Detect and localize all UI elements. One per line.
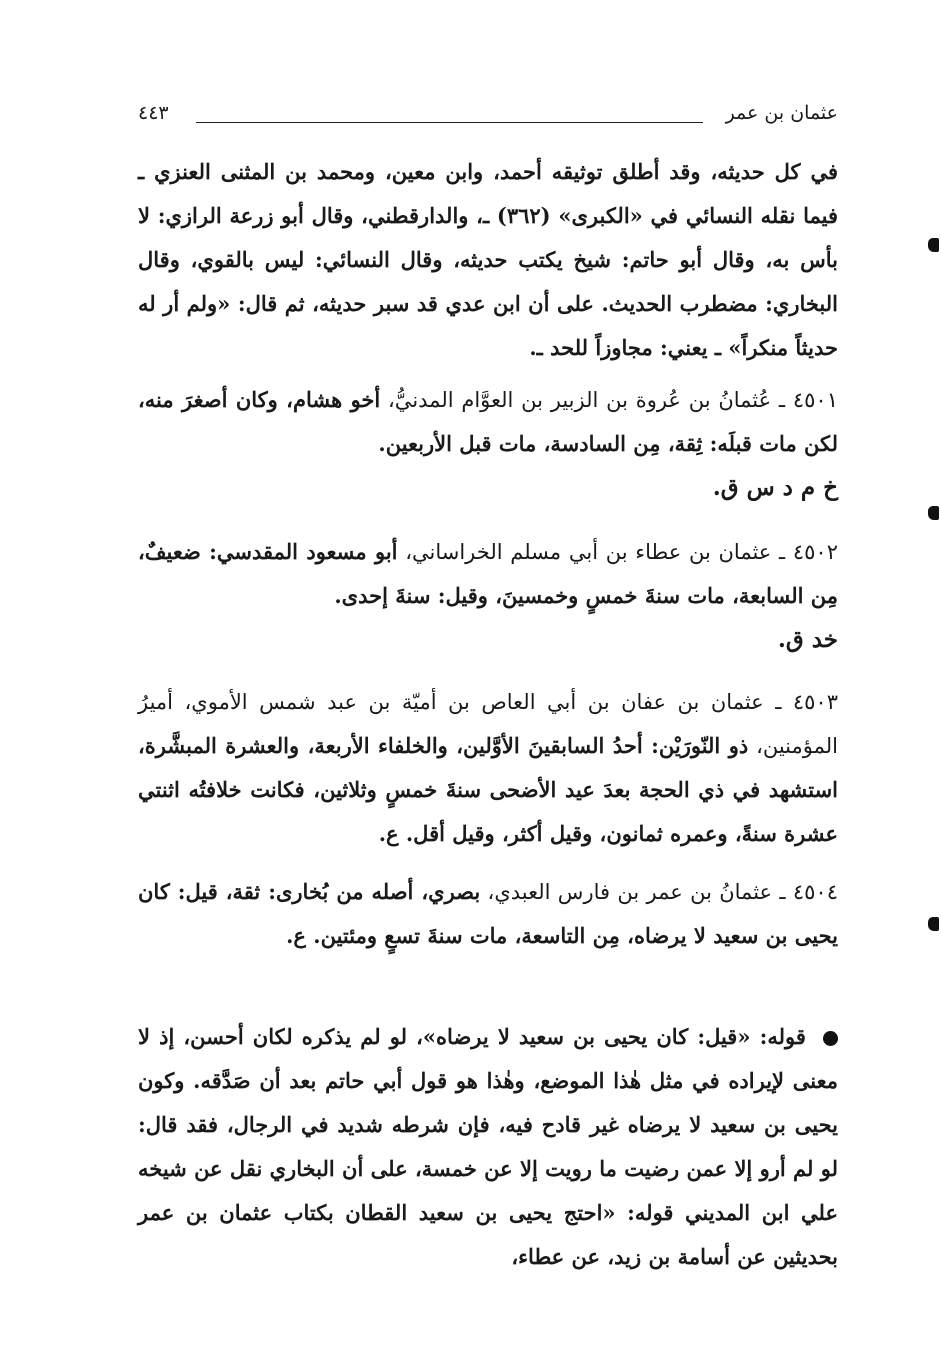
commentary-text: قوله: «قيل: كان يحيى بن سعيد لا يرضاه»، لو لم يذكره لكان أحسن، إذ لا معنى لإيراده في مثل هٰذا الموضع، وهٰذا هو قول أبي حاتم بعد أن صَدَّقه. وكون يحيى بن سعيد لا يرضاه غير قادح فيه، فإن شرطه شديد في الرجال، فقد قال: لو لم أرو إلا عمن رضيت ما رويت إلا عن خمسة، على أن البخاري نقل عن شيخه علي ابن المديني قوله: «احتج يحيى بن سعيد القطان بكتاب عثمان بن عمر بحديثين عن أسامة بن زيد، عن عطاء،: [138, 1024, 838, 1269]
margin-mark-icon: [928, 917, 939, 931]
entry-4502: [138, 530, 838, 662]
header-rule: [196, 122, 703, 123]
header-title: عثمان بن عمر: [725, 102, 838, 124]
entry-lead: ٤٥٠٣ ـ عثمان بن عفان بن أبي العاص بن أميّة بن عبد شمس الأموي، أميرُ المؤمنين،: [138, 690, 838, 758]
entry-body: أبو مسعود المقدسي: ضعيفٌ، مِن السابعة، مات سنةَ خمسٍ وخمسينَ، وقيل: سنةَ إحدى.: [138, 539, 838, 608]
entry-4501: [138, 378, 838, 510]
page-number: ٤٤٣: [138, 102, 169, 124]
commentary-paragraph: [138, 1015, 838, 1279]
entry-4503: [138, 680, 838, 856]
paragraph-continuation: [138, 150, 838, 370]
entry-body: أخو هشام، وكان أصغرَ منه، لكن مات قبلَه: ثِقة، مِن السادسة، مات قبل الأربعين.: [138, 387, 838, 456]
paragraph-text: في كل حديثه، وقد أطلق توثيقه أحمد، وابن معين، ومحمد بن المثنى العنزي ـ فيما نقله النسائي في «الكبرى» (٣٦٢) ـ، والدارقطني، وقال أبو زرعة الرازي: لا بأس به، وقال أبو حاتم: شيخ يكتب حديثه، وقال النسائي: ليس بالقوي، وقال البخاري: مضطرب الحديث. على أن ابن عدي قد سبر حديثه، ثم قال: «ولم أر له حديثاً منكراً» ـ يعني: مجاوزاً للحد ـ.: [138, 159, 838, 360]
running-header: [138, 100, 838, 130]
margin-mark-icon: [928, 506, 939, 520]
bullet-icon: [823, 1031, 838, 1046]
entry-4504: [138, 870, 838, 958]
entry-lead: ٤٥٠١ ـ عُثمانُ بن عُروة بن الزبير بن العوَّام المدنيُّ،: [388, 388, 838, 412]
entry-lead: ٤٥٠٢ ـ عثمان بن عطاء بن أبي مسلم الخراساني،: [405, 540, 838, 564]
entry-body: ذو النّورَيْن: أحدُ السابقينَ الأوَّلين، والخلفاء الأربعة، والعشرة المبشَّرة، استشهد في ذي الحجة بعدَ عيد الأضحى سنةَ خمسٍ وثلاثين، فكانت خلافتُه اثنتي عشرة سنةً، وعمره ثمانون، وقيل أكثر، وقيل أقل. ع.: [138, 733, 838, 846]
margin-mark-icon: [928, 238, 939, 252]
entry-body: بصري، أصله من بُخارى: ثقة، قيل: كان يحيى بن سعيد لا يرضاه، مِن التاسعة، مات سنةَ تسعٍ ومئتين. ع.: [138, 879, 838, 948]
entry-lead: ٤٥٠٤ ـ عثمانُ بن عمر بن فارس العبدي،: [487, 880, 838, 904]
entry-codes: خد ق.: [777, 626, 838, 653]
entry-codes: خ م د س ق.: [712, 474, 838, 501]
